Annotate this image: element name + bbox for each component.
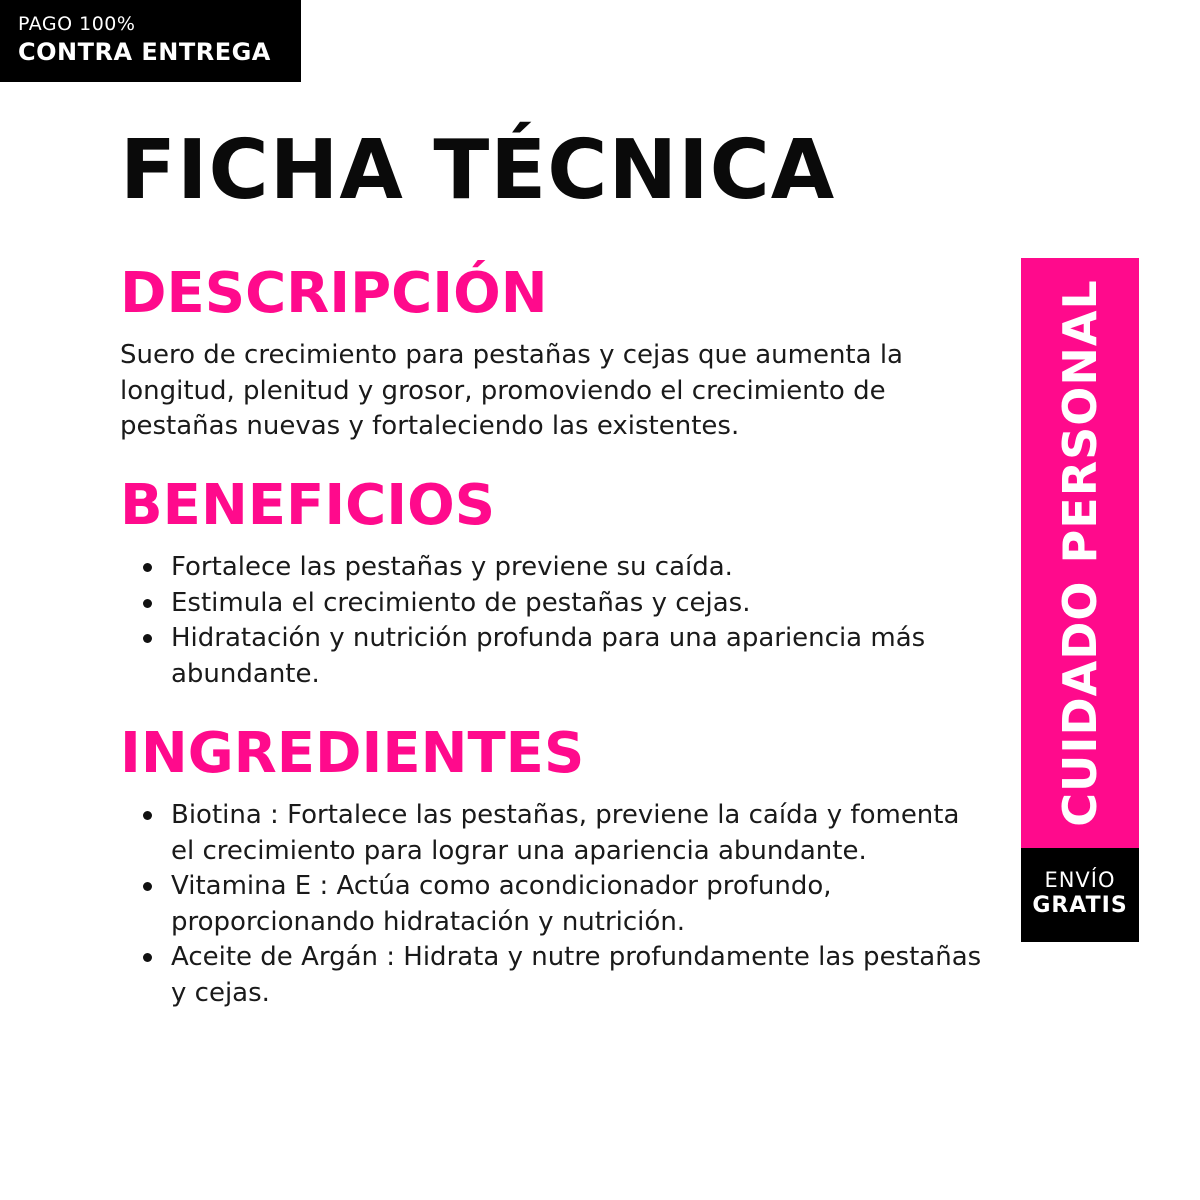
benefits-list	[140, 550, 990, 692]
list-item	[140, 798, 990, 869]
list-item	[140, 550, 990, 586]
ingredients-list	[140, 798, 990, 1011]
list-item	[140, 940, 990, 1011]
bullet-icon	[143, 599, 152, 608]
list-item	[140, 621, 990, 692]
bullet-icon	[143, 634, 152, 643]
payment-badge-line2: CONTRA ENTREGA	[18, 38, 271, 66]
shipping-badge	[1021, 848, 1139, 942]
payment-badge	[0, 0, 301, 82]
category-label: CUIDADO PERSONAL	[1053, 279, 1107, 827]
shipping-badge-line2: GRATIS	[1032, 893, 1128, 918]
list-item	[140, 869, 990, 940]
page-title: FICHA TÉCNICA	[120, 123, 836, 218]
list-item	[140, 586, 990, 622]
benefit-text: Fortalece las pestañas y previene su caída.	[171, 552, 733, 582]
category-band	[1021, 258, 1139, 848]
benefit-text: Estimula el crecimiento de pestañas y cejas.	[171, 587, 751, 618]
bullet-icon	[143, 811, 152, 820]
ingredient-text: Vitamina E : Actúa como acondicionador profundo, proporcionando hidratación y nutrición.	[171, 871, 832, 937]
ingredients-heading: INGREDIENTES	[120, 721, 585, 786]
description-heading: DESCRIPCIÓN	[120, 261, 548, 326]
payment-badge-line1: PAGO 100%	[18, 13, 136, 35]
ingredient-text: Aceite de Argán : Hidrata y nutre profundamente las pestañas y cejas.	[171, 942, 982, 1008]
benefit-text: Hidratación y nutrición profunda para una apariencia más abundante.	[171, 623, 926, 689]
bullet-icon	[143, 953, 152, 962]
bullet-icon	[143, 563, 152, 572]
benefits-heading: BENEFICIOS	[120, 473, 496, 538]
shipping-badge-line1: ENVÍO	[1044, 868, 1116, 892]
bullet-icon	[143, 882, 152, 891]
ingredient-text: Biotina : Fortalece las pestañas, previene la caída y fomenta el crecimiento para lograr una apariencia abundante.	[171, 800, 960, 866]
description-text: Suero de crecimiento para pestañas y cejas que aumenta la longitud, plenitud y grosor, promoviendo el crecimiento de pestañas nuevas y fortaleciendo las existentes.	[120, 340, 903, 441]
